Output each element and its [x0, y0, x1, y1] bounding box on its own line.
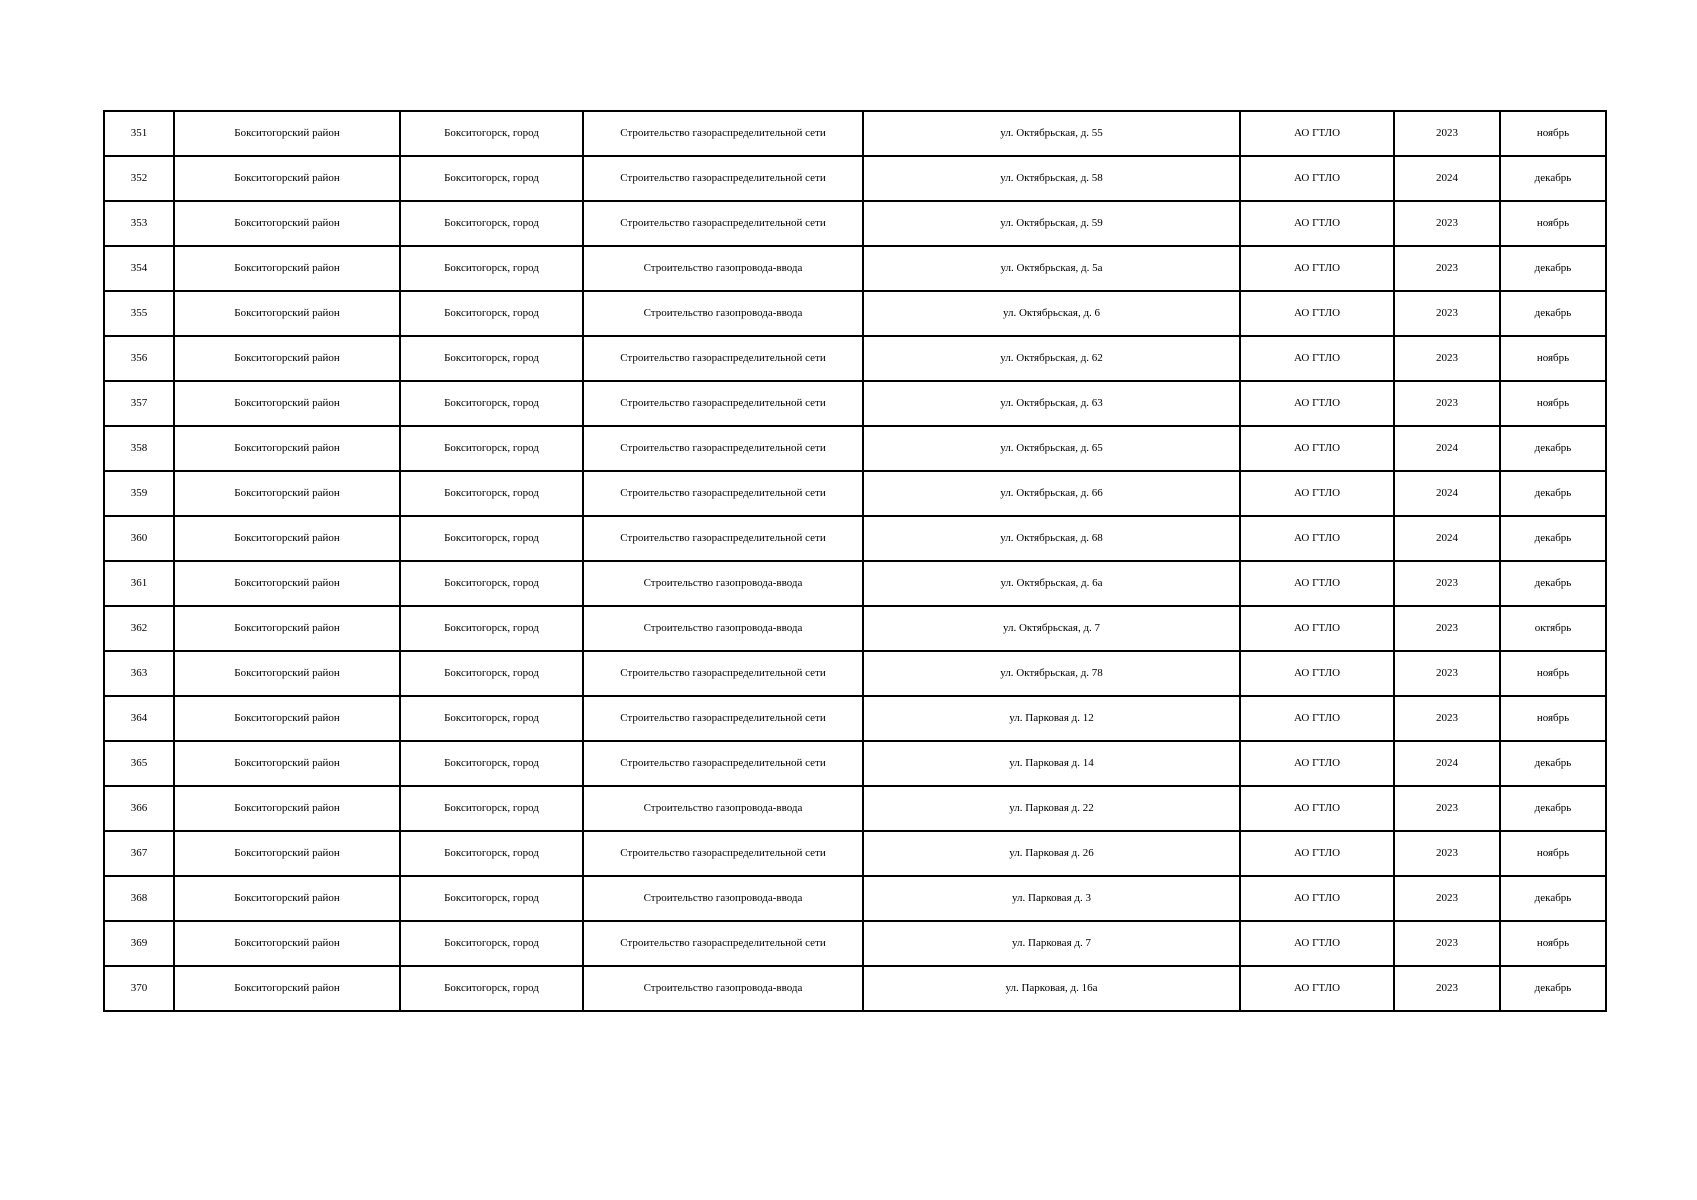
address-cell: ул. Октябрьская, д. 58: [863, 156, 1240, 201]
locality-cell: Бокситогорск, город: [400, 966, 583, 1011]
row-number-cell: 361: [104, 561, 174, 606]
district-cell: Бокситогорский район: [174, 921, 400, 966]
district-cell: Бокситогорский район: [174, 336, 400, 381]
locality-cell: Бокситогорск, город: [400, 696, 583, 741]
work-type-cell: Строительство газораспределительной сети: [583, 516, 863, 561]
year-cell: 2024: [1394, 471, 1500, 516]
district-cell: Бокситогорский район: [174, 471, 400, 516]
organization-cell: АО ГТЛО: [1240, 471, 1394, 516]
month-cell: ноябрь: [1500, 336, 1606, 381]
row-number-cell: 358: [104, 426, 174, 471]
district-cell: Бокситогорский район: [174, 696, 400, 741]
year-cell: 2023: [1394, 111, 1500, 156]
organization-cell: АО ГТЛО: [1240, 876, 1394, 921]
work-type-cell: Строительство газораспределительной сети: [583, 426, 863, 471]
month-cell: декабрь: [1500, 561, 1606, 606]
month-cell: декабрь: [1500, 876, 1606, 921]
address-cell: ул. Октябрьская, д. 63: [863, 381, 1240, 426]
year-cell: 2023: [1394, 876, 1500, 921]
table-row: [104, 426, 1606, 471]
month-cell: декабрь: [1500, 786, 1606, 831]
district-cell: Бокситогорский район: [174, 381, 400, 426]
work-type-cell: Строительство газораспределительной сети: [583, 741, 863, 786]
locality-cell: Бокситогорск, город: [400, 426, 583, 471]
district-cell: Бокситогорский район: [174, 291, 400, 336]
year-cell: 2023: [1394, 921, 1500, 966]
month-cell: декабрь: [1500, 426, 1606, 471]
month-cell: ноябрь: [1500, 651, 1606, 696]
work-type-cell: Строительство газораспределительной сети: [583, 381, 863, 426]
address-cell: ул. Парковая д. 7: [863, 921, 1240, 966]
row-number-cell: 355: [104, 291, 174, 336]
table-row: [104, 291, 1606, 336]
work-type-cell: Строительство газопровода-ввода: [583, 246, 863, 291]
gasification-schedule-table: [103, 110, 1607, 1012]
month-cell: ноябрь: [1500, 381, 1606, 426]
table-row: [104, 561, 1606, 606]
work-type-cell: Строительство газопровода-ввода: [583, 291, 863, 336]
year-cell: 2023: [1394, 291, 1500, 336]
month-cell: октябрь: [1500, 606, 1606, 651]
locality-cell: Бокситогорск, город: [400, 786, 583, 831]
row-number-cell: 370: [104, 966, 174, 1011]
address-cell: ул. Октябрьская, д. 59: [863, 201, 1240, 246]
organization-cell: АО ГТЛО: [1240, 921, 1394, 966]
district-cell: Бокситогорский район: [174, 966, 400, 1011]
table-row: [104, 246, 1606, 291]
district-cell: Бокситогорский район: [174, 606, 400, 651]
address-cell: ул. Парковая д. 3: [863, 876, 1240, 921]
table-row: [104, 381, 1606, 426]
year-cell: 2023: [1394, 336, 1500, 381]
table-row: [104, 966, 1606, 1011]
table-row: [104, 876, 1606, 921]
table-row: [104, 471, 1606, 516]
row-number-cell: 351: [104, 111, 174, 156]
year-cell: 2023: [1394, 831, 1500, 876]
locality-cell: Бокситогорск, город: [400, 606, 583, 651]
month-cell: ноябрь: [1500, 696, 1606, 741]
row-number-cell: 367: [104, 831, 174, 876]
district-cell: Бокситогорский район: [174, 831, 400, 876]
month-cell: декабрь: [1500, 966, 1606, 1011]
organization-cell: АО ГТЛО: [1240, 606, 1394, 651]
month-cell: ноябрь: [1500, 831, 1606, 876]
table-row: [104, 111, 1606, 156]
work-type-cell: Строительство газораспределительной сети: [583, 111, 863, 156]
row-number-cell: 357: [104, 381, 174, 426]
month-cell: ноябрь: [1500, 921, 1606, 966]
row-number-cell: 360: [104, 516, 174, 561]
row-number-cell: 365: [104, 741, 174, 786]
organization-cell: АО ГТЛО: [1240, 156, 1394, 201]
table-row: [104, 741, 1606, 786]
row-number-cell: 364: [104, 696, 174, 741]
locality-cell: Бокситогорск, город: [400, 381, 583, 426]
address-cell: ул. Октябрьская, д. 78: [863, 651, 1240, 696]
table-row: [104, 921, 1606, 966]
year-cell: 2024: [1394, 156, 1500, 201]
address-cell: ул. Парковая, д. 16а: [863, 966, 1240, 1011]
work-type-cell: Строительство газопровода-ввода: [583, 966, 863, 1011]
locality-cell: Бокситогорск, город: [400, 561, 583, 606]
organization-cell: АО ГТЛО: [1240, 381, 1394, 426]
locality-cell: Бокситогорск, город: [400, 156, 583, 201]
work-type-cell: Строительство газопровода-ввода: [583, 876, 863, 921]
table-row: [104, 651, 1606, 696]
organization-cell: АО ГТЛО: [1240, 336, 1394, 381]
work-type-cell: Строительство газораспределительной сети: [583, 696, 863, 741]
table-row: [104, 516, 1606, 561]
work-type-cell: Строительство газораспределительной сети: [583, 201, 863, 246]
district-cell: Бокситогорский район: [174, 426, 400, 471]
district-cell: Бокситогорский район: [174, 201, 400, 246]
year-cell: 2023: [1394, 561, 1500, 606]
district-cell: Бокситогорский район: [174, 156, 400, 201]
district-cell: Бокситогорский район: [174, 786, 400, 831]
locality-cell: Бокситогорск, город: [400, 246, 583, 291]
address-cell: ул. Октябрьская, д. 6а: [863, 561, 1240, 606]
year-cell: 2023: [1394, 381, 1500, 426]
organization-cell: АО ГТЛО: [1240, 696, 1394, 741]
organization-cell: АО ГТЛО: [1240, 741, 1394, 786]
table-row: [104, 606, 1606, 651]
year-cell: 2023: [1394, 786, 1500, 831]
locality-cell: Бокситогорск, город: [400, 111, 583, 156]
year-cell: 2023: [1394, 246, 1500, 291]
year-cell: 2023: [1394, 201, 1500, 246]
address-cell: ул. Парковая д. 22: [863, 786, 1240, 831]
locality-cell: Бокситогорск, город: [400, 831, 583, 876]
district-cell: Бокситогорский район: [174, 561, 400, 606]
district-cell: Бокситогорский район: [174, 111, 400, 156]
address-cell: ул. Октябрьская, д. 55: [863, 111, 1240, 156]
month-cell: декабрь: [1500, 291, 1606, 336]
row-number-cell: 368: [104, 876, 174, 921]
year-cell: 2023: [1394, 696, 1500, 741]
address-cell: ул. Октябрьская, д. 65: [863, 426, 1240, 471]
locality-cell: Бокситогорск, город: [400, 336, 583, 381]
year-cell: 2023: [1394, 606, 1500, 651]
row-number-cell: 356: [104, 336, 174, 381]
work-type-cell: Строительство газопровода-ввода: [583, 606, 863, 651]
district-cell: Бокситогорский район: [174, 876, 400, 921]
work-type-cell: Строительство газораспределительной сети: [583, 471, 863, 516]
table-row: [104, 336, 1606, 381]
year-cell: 2024: [1394, 516, 1500, 561]
row-number-cell: 352: [104, 156, 174, 201]
district-cell: Бокситогорский район: [174, 516, 400, 561]
row-number-cell: 363: [104, 651, 174, 696]
work-type-cell: Строительство газораспределительной сети: [583, 651, 863, 696]
organization-cell: АО ГТЛО: [1240, 291, 1394, 336]
address-cell: ул. Октябрьская, д. 6: [863, 291, 1240, 336]
row-number-cell: 366: [104, 786, 174, 831]
organization-cell: АО ГТЛО: [1240, 201, 1394, 246]
work-type-cell: Строительство газораспределительной сети: [583, 156, 863, 201]
locality-cell: Бокситогорск, город: [400, 291, 583, 336]
table-body: [104, 111, 1606, 1011]
organization-cell: АО ГТЛО: [1240, 651, 1394, 696]
locality-cell: Бокситогорск, город: [400, 741, 583, 786]
organization-cell: АО ГТЛО: [1240, 561, 1394, 606]
work-type-cell: Строительство газораспределительной сети: [583, 336, 863, 381]
table-row: [104, 831, 1606, 876]
address-cell: ул. Парковая д. 26: [863, 831, 1240, 876]
address-cell: ул. Октябрьская, д. 7: [863, 606, 1240, 651]
locality-cell: Бокситогорск, город: [400, 516, 583, 561]
address-cell: ул. Парковая д. 12: [863, 696, 1240, 741]
month-cell: декабрь: [1500, 516, 1606, 561]
month-cell: декабрь: [1500, 156, 1606, 201]
month-cell: декабрь: [1500, 246, 1606, 291]
table-row: [104, 786, 1606, 831]
row-number-cell: 353: [104, 201, 174, 246]
year-cell: 2023: [1394, 651, 1500, 696]
table-row: [104, 696, 1606, 741]
address-cell: ул. Октябрьская, д. 5а: [863, 246, 1240, 291]
row-number-cell: 369: [104, 921, 174, 966]
work-type-cell: Строительство газопровода-ввода: [583, 561, 863, 606]
address-cell: ул. Октябрьская, д. 62: [863, 336, 1240, 381]
year-cell: 2023: [1394, 966, 1500, 1011]
month-cell: декабрь: [1500, 471, 1606, 516]
work-type-cell: Строительство газораспределительной сети: [583, 831, 863, 876]
locality-cell: Бокситогорск, город: [400, 201, 583, 246]
organization-cell: АО ГТЛО: [1240, 966, 1394, 1011]
month-cell: ноябрь: [1500, 111, 1606, 156]
organization-cell: АО ГТЛО: [1240, 426, 1394, 471]
organization-cell: АО ГТЛО: [1240, 786, 1394, 831]
district-cell: Бокситогорский район: [174, 651, 400, 696]
work-type-cell: Строительство газораспределительной сети: [583, 921, 863, 966]
organization-cell: АО ГТЛО: [1240, 111, 1394, 156]
address-cell: ул. Октябрьская, д. 68: [863, 516, 1240, 561]
table-row: [104, 156, 1606, 201]
year-cell: 2024: [1394, 741, 1500, 786]
address-cell: ул. Парковая д. 14: [863, 741, 1240, 786]
locality-cell: Бокситогорск, город: [400, 921, 583, 966]
row-number-cell: 362: [104, 606, 174, 651]
month-cell: ноябрь: [1500, 201, 1606, 246]
organization-cell: АО ГТЛО: [1240, 246, 1394, 291]
address-cell: ул. Октябрьская, д. 66: [863, 471, 1240, 516]
locality-cell: Бокситогорск, город: [400, 471, 583, 516]
month-cell: декабрь: [1500, 741, 1606, 786]
organization-cell: АО ГТЛО: [1240, 831, 1394, 876]
organization-cell: АО ГТЛО: [1240, 516, 1394, 561]
year-cell: 2024: [1394, 426, 1500, 471]
district-cell: Бокситогорский район: [174, 246, 400, 291]
locality-cell: Бокситогорск, город: [400, 651, 583, 696]
locality-cell: Бокситогорск, город: [400, 876, 583, 921]
table-row: [104, 201, 1606, 246]
work-type-cell: Строительство газопровода-ввода: [583, 786, 863, 831]
district-cell: Бокситогорский район: [174, 741, 400, 786]
row-number-cell: 354: [104, 246, 174, 291]
row-number-cell: 359: [104, 471, 174, 516]
